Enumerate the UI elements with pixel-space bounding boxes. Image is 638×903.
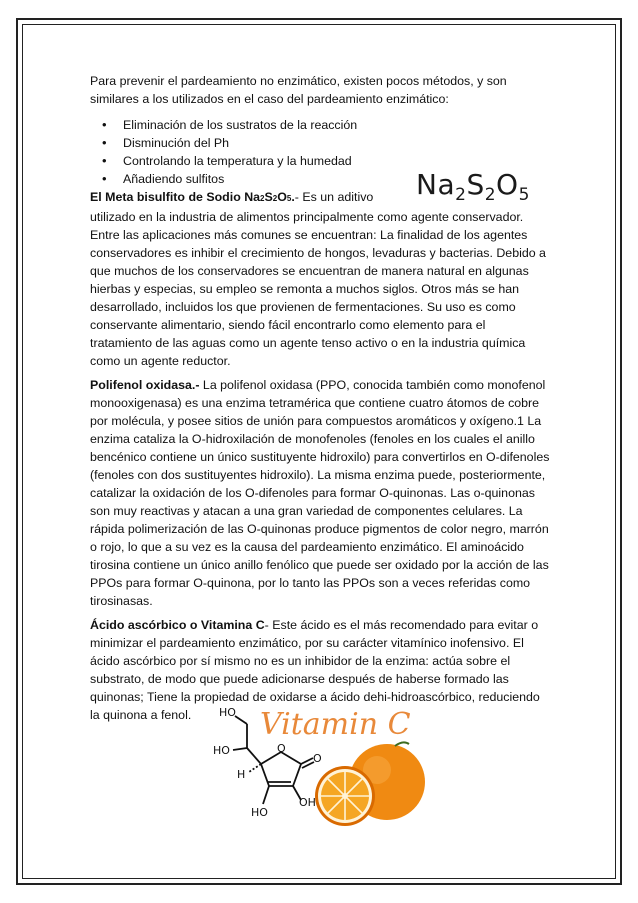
polifenol-heading: Polifenol oxidasa.- — [90, 378, 200, 392]
metabisulfito-paragraph: El Meta bisulfito de Sodio Na2S2O5.- Es un aditivo utilizado en la industria de alimentos principalmente como agente conservador. Entre las aplicaciones más comunes se encuentran: La finalidad de los agentes conservadores es inhibir el crecimiento de hongos, levaduras y bacterias. Debido a que muchos de los conservadores se encuentran de manera natural en algunas hierbas y especias, su empleo se remonta a muchos siglos. Otros más se han desarrollado, incluidos los que provienen de fermentaciones. Su uso es como conservante alimentario, siendo fácil encontrarlo como elemento para el tratamiento de las aguas como un agente tenso activo o en la industria química como un agente reductor. — [90, 190, 546, 368]
polifenol-paragraph — [90, 376, 550, 610]
polifenol-body: La polifenol oxidasa (PPO, conocida también como monofenol monooxigenasa) es una enzima tetramérica que contiene cuatro átomos de cobre por molécula, y posee sitios de unión para compuestos aromáticos y oxígeno.1 La enzima cataliza la O-hidroxilación de monofenoles (fenoles en los cuales el anillo bencénico contiene un único sustituyente hidroxilo) para convertirlos en O-difenoles (fenoles con dos sustituyentes hidroxilo). La misma enzima puede, posteriormente, catalizar la oxidación de los O-difenoles para formar O-quinonas. Las o-quinonas son muy reactivas y atacan a una gran variedad de componentes celulares. La rápida polimerización de las O-quinonas produce pigmentos de color negro, marrón o rojo, lo que a su vez es la causa del pardeamiento enzimático. El aminoácido tirosina contiene un único anillo fenólico que puede ser oxidado por la acción de las PPOs para formar O-quinona, por lo tanto las PPOs son a veces referidas como tirosinasas. — [90, 378, 550, 608]
vitamin-c-script-title: Vitamin C — [260, 707, 411, 742]
oh-label: OH — [299, 796, 316, 809]
list-item: • Controlando la temperatura y la humedad — [90, 152, 550, 170]
sodium-metabisulfite-formula: $Na_2S_2O_5$ — [416, 168, 530, 205]
ho-label: HO — [213, 744, 230, 757]
list-item: • Disminución del Ph — [90, 134, 550, 152]
ring-oxygen-label: O — [277, 742, 286, 755]
ascorbico-heading: Ácido ascórbico o Vitamina C — [90, 618, 265, 632]
ascorbico-body: - Este ácido es el más recomendado para evitar o minimizar el pardeamiento enzimático, por su carácter vitamínico inofensivo. El ácido ascórbico por sí mismo no es un inhibidor de la enzima: actúa sobre el substrato, de modo que puede adicionarse después de haberse formado las quinonas; Tiene la propiedad de oxidarse a ácido dehi-hidroascórbico, reduciendo la quinona a fenol. — [90, 618, 540, 722]
list-item: • Eliminación de los sustratos de la reacción — [90, 116, 550, 134]
h-label: H — [237, 768, 246, 781]
ho-label: HO — [251, 806, 268, 819]
vitamin-c-illustration — [205, 700, 435, 835]
list-item: • Añadiendo sulfitos — [90, 170, 550, 188]
carbonyl-oxygen-label: O — [313, 752, 322, 765]
metabisulfito-body: utilizado en la industria de alimentos principalmente como agente conservador. Entre las aplicaciones más comunes se encuentran: La finalidad de los agentes conservadores es inhibir el crecimiento de hongos, levaduras y bacterias. Debido a que muchos de los conservadores se encuentran de manera natural en algunas hierbas y especias, su empleo se remonta a muchos siglos. Otros más se han desarrollado, incluidos los que provienen de fermentaciones. Su uso es como conservante alimentario, siendo fácil encontrarlo como elemento para el tratamiento de las aguas como un agente tenso activo o en la industria química como un agente reductor. — [90, 210, 546, 368]
intro-paragraph: Para prevenir el pardeamiento no enzimático, existen pocos métodos, y son similares a los utilizados en el caso del pardeamiento enzimático: — [90, 74, 507, 106]
ho-label: HO — [219, 706, 236, 719]
metabisulfito-heading: El Meta bisulfito de Sodio Na2S2O5. — [90, 190, 295, 204]
orange-slice-icon — [315, 766, 375, 826]
